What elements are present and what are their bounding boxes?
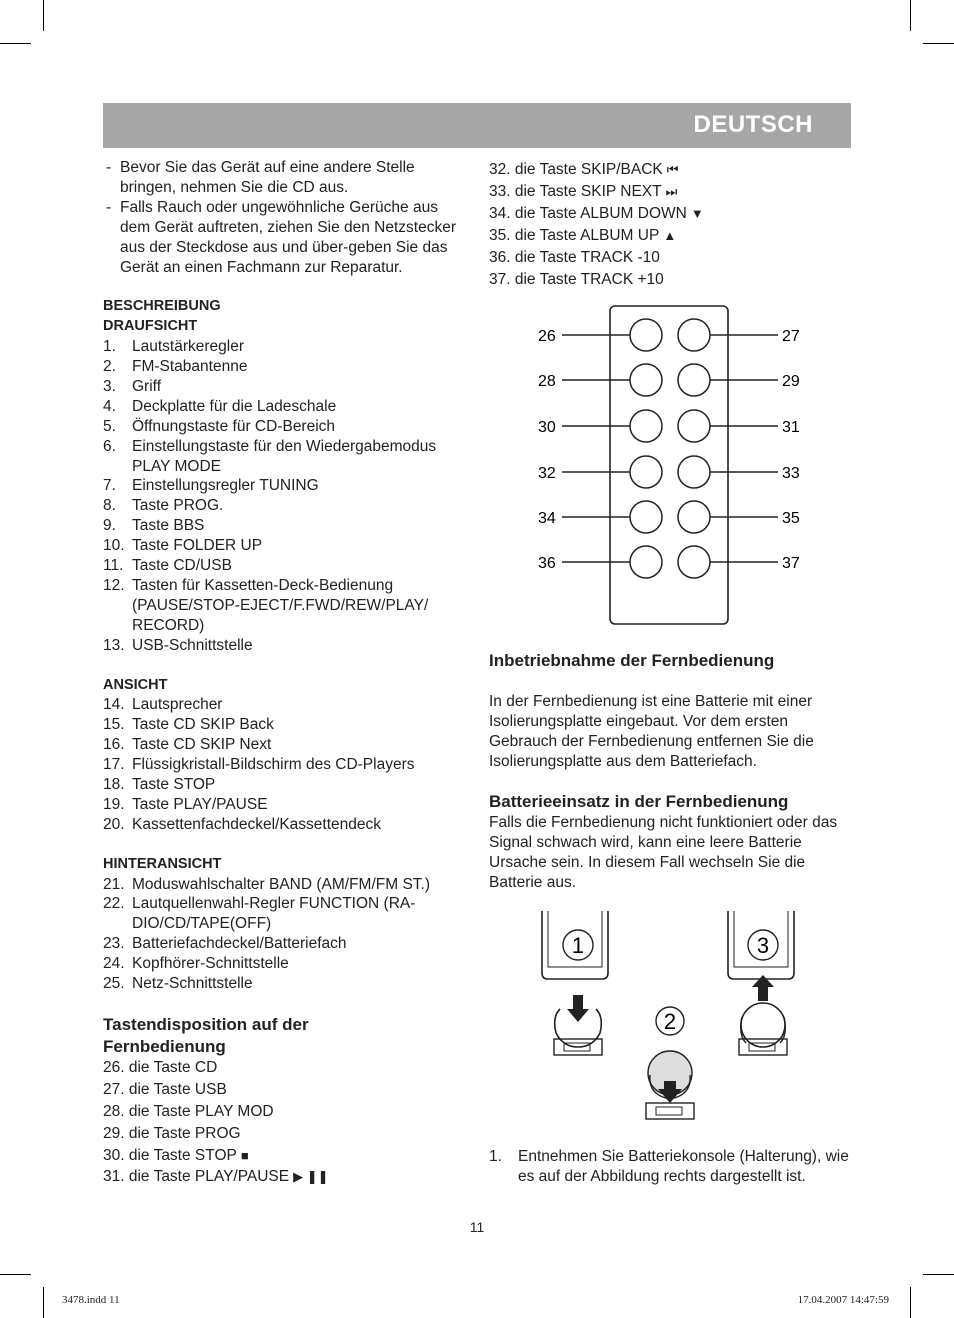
- remote-key-item: [489, 226, 854, 246]
- section-heading: DRAUFSICHT: [103, 318, 198, 335]
- language-title: DEUTSCH: [693, 111, 813, 138]
- item-number: 11.: [103, 557, 124, 575]
- remote-key-item: [489, 270, 854, 290]
- callout-label: 31: [782, 419, 800, 436]
- item-number: 1.: [103, 338, 116, 356]
- top-view-list: [103, 337, 468, 656]
- remote-button: [630, 410, 662, 442]
- item-number: 23.: [103, 935, 125, 953]
- item-text: Kassettenfachdeckel/Kassettendeck: [132, 815, 382, 833]
- remote-key-text: 26. die Taste CD: [103, 1058, 218, 1076]
- list-item: [103, 775, 468, 795]
- remote-key-item: [103, 1167, 468, 1187]
- remote-key-item: [489, 160, 854, 180]
- instruction-list: [489, 1147, 854, 1187]
- callout-label: 35: [782, 510, 800, 527]
- item-text: Einstellungsregler TUNING: [132, 477, 319, 495]
- remote-key-text: 29. die Taste PROG: [103, 1124, 241, 1142]
- item-text: Flüssigkristall-Bildschirm des CD-Players: [132, 756, 415, 774]
- remote-key-item: [103, 1080, 468, 1100]
- remote-button: [630, 501, 662, 533]
- item-text: Tasten für Kassetten-Deck-Bedienung (PAUSE/STOP-EJECT/F.FWD/REW/PLAY/ RECORD): [132, 577, 429, 634]
- list-item: [103, 496, 468, 516]
- list-item: [103, 735, 468, 755]
- list-item: [103, 536, 468, 556]
- right-column: [489, 160, 854, 291]
- item-number: 19.: [103, 795, 125, 813]
- item-text: Griff: [132, 377, 161, 395]
- remote-button: [678, 319, 710, 351]
- item-text: Öffnungstaste für CD-Bereich: [132, 417, 336, 435]
- battery-text: Falls die Fernbedienung nicht funktioniert oder das Signal schwach wird, kann eine leere Batterie Ursache sein. In diesem Fall wechseln Sie die Batterie aus.: [489, 814, 838, 892]
- remote-setup-section: [489, 650, 854, 893]
- remote-button: [678, 501, 710, 533]
- step-number: 2: [663, 1009, 677, 1034]
- list-item: [489, 1147, 854, 1187]
- item-text: Lautsprecher: [132, 696, 223, 714]
- item-text: Entnehmen Sie Batteriekonsole (Halterung), wie es auf der Abbildung rechts dargestellt ist.: [518, 1148, 849, 1185]
- list-item: [103, 516, 468, 536]
- remote-key-icon: ▶ ❚❚: [293, 1169, 329, 1185]
- list-item: [103, 795, 468, 815]
- remote-key-icon: ■: [240, 1147, 249, 1163]
- remote-button: [678, 546, 710, 578]
- battery-heading: Batterieeinsatz in der Fernbedienung: [489, 792, 789, 812]
- item-number: 2.: [103, 358, 116, 376]
- item-number: 17.: [103, 756, 125, 774]
- list-item: [103, 397, 468, 417]
- remote-key-icon: ⏭: [665, 183, 678, 199]
- callout-label: 30: [538, 419, 556, 436]
- remote-button: [678, 410, 710, 442]
- list-item: [103, 476, 468, 496]
- item-text: Lautstärkeregler: [132, 338, 245, 356]
- remote-key-icon: ▲: [663, 227, 677, 243]
- crop-mark: [0, 1274, 31, 1275]
- setup-heading: Inbetriebnahme der Fernbedienung: [489, 651, 775, 670]
- footer-file: 3478.indd 11: [62, 1294, 120, 1306]
- item-text: Taste CD SKIP Next: [132, 736, 272, 754]
- remote-key-list: [103, 1058, 468, 1187]
- item-number: 5.: [103, 417, 116, 435]
- list-item: [103, 337, 468, 357]
- remote-key-item: [103, 1124, 468, 1144]
- list-item: [103, 556, 468, 576]
- remote-control-diagram: [520, 300, 820, 630]
- item-text: Taste PROG.: [132, 497, 224, 515]
- section-heading: BESCHREIBUNG: [103, 298, 221, 315]
- item-number: 4.: [103, 397, 116, 415]
- item-number: 8.: [103, 497, 116, 515]
- remote-key-text: 36. die Taste TRACK -10: [489, 248, 660, 266]
- safety-item: - Bevor Sie das Gerät auf eine andere Stelle bringen, nehmen Sie die CD aus.: [103, 158, 468, 198]
- remote-key-item: [103, 1102, 468, 1122]
- list-item: [103, 875, 468, 895]
- remote-key-item: [103, 1146, 468, 1166]
- list-item: [103, 576, 468, 636]
- item-text: Taste PLAY/PAUSE: [132, 795, 268, 813]
- remote-button: [678, 456, 710, 488]
- section-heading: ANSICHT: [103, 676, 168, 693]
- callout-label: 32: [538, 465, 556, 482]
- crop-mark: [0, 43, 31, 44]
- section-heading: HINTERANSICHT: [103, 855, 222, 872]
- item-number: 9.: [103, 517, 116, 535]
- item-text: Taste CD/USB: [132, 557, 232, 575]
- item-text: Deckplatte für die Ladeschale: [132, 397, 337, 415]
- item-text: Taste BBS: [132, 517, 205, 535]
- list-item: [103, 357, 468, 377]
- remote-key-text: 32. die Taste SKIP/BACK: [489, 161, 663, 178]
- list-item: [103, 954, 468, 974]
- item-text: Taste FOLDER UP: [132, 537, 263, 555]
- left-column: [103, 158, 468, 1189]
- callout-label: 29: [782, 373, 800, 390]
- step-number: 1: [571, 933, 585, 958]
- remote-key-text: 34. die Taste ALBUM DOWN: [489, 204, 687, 222]
- footer-date: 17.04.2007 14:47:59: [797, 1294, 889, 1306]
- item-number: 22.: [103, 895, 125, 913]
- step-number: 3: [756, 933, 770, 958]
- remote-button: [630, 456, 662, 488]
- callout-label: 34: [538, 510, 556, 527]
- remote-key-text: 28. die Taste PLAY MOD: [103, 1102, 274, 1120]
- list-item: [103, 815, 468, 835]
- remote-key-item: [489, 182, 854, 202]
- item-number: 1.: [489, 1148, 502, 1165]
- callout-label: 36: [538, 555, 556, 572]
- language-header-bar: [103, 103, 851, 148]
- item-text: Batteriefachdeckel/Batteriefach: [132, 935, 347, 953]
- battery-replacement-illustration: [530, 905, 810, 1130]
- item-text: Taste CD SKIP Back: [132, 716, 274, 734]
- list-item: [103, 934, 468, 954]
- front-view-list: [103, 695, 468, 834]
- callout-label: 28: [538, 373, 556, 390]
- item-number: 6.: [103, 437, 116, 455]
- remote-key-item: [489, 204, 854, 224]
- item-number: 10.: [103, 537, 125, 555]
- page-number: 11: [469, 1219, 485, 1235]
- item-text: Taste STOP: [132, 776, 216, 794]
- safety-item: - Falls Rauch oder ungewöhnliche Gerüche aus dem Gerät auftreten, ziehen Sie den Netzstecker aus der Steckdose aus und über-geben Sie das Gerät an einen Fachmann zur Reparatur.: [103, 198, 468, 278]
- item-text: Kopfhörer-Schnittstelle: [132, 955, 289, 973]
- step-3-figure: [728, 911, 794, 1055]
- crop-mark: [923, 43, 954, 44]
- item-number: 21.: [103, 875, 125, 893]
- item-number: 12.: [103, 577, 125, 595]
- callout-label: 27: [782, 328, 800, 345]
- list-item: [103, 377, 468, 397]
- remote-button: [678, 364, 710, 396]
- remote-heading: Tastendisposition auf der Fernbedienung: [103, 1014, 309, 1056]
- crop-mark: [923, 1274, 954, 1275]
- item-number: 3.: [103, 377, 116, 395]
- item-text: FM-Stabantenne: [132, 358, 248, 376]
- list-item: [103, 695, 468, 715]
- list-item: [103, 417, 468, 437]
- crop-mark: [43, 1287, 44, 1318]
- item-number: 25.: [103, 975, 125, 993]
- crop-mark: [910, 1287, 911, 1318]
- callout-label: 37: [782, 555, 800, 572]
- crop-mark: [910, 0, 911, 31]
- remote-key-text: 33. die Taste SKIP NEXT: [489, 182, 662, 200]
- list-item: [103, 715, 468, 735]
- callout-label: 33: [782, 465, 800, 482]
- remote-key-list: [489, 160, 854, 289]
- remote-body: [610, 306, 728, 624]
- item-number: 7.: [103, 477, 116, 495]
- remote-button: [630, 364, 662, 396]
- item-number: 14.: [103, 696, 125, 714]
- item-text: Lautquellenwahl-Regler FUNCTION (RA-DIO/CD/TAPE(OFF): [132, 895, 416, 933]
- remote-button: [630, 319, 662, 351]
- item-number: 15.: [103, 716, 125, 734]
- setup-text: In der Fernbedienung ist eine Batterie mit einer Isolierungsplatte eingebaut. Vor dem ersten Gebrauch der Fernbedienung entfernen Sie die Isolierungsplatte aus dem Batteriefach.: [489, 692, 814, 770]
- item-number: 24.: [103, 955, 125, 973]
- item-number: 16.: [103, 736, 125, 754]
- remote-key-item: [103, 1058, 468, 1078]
- item-number: 18.: [103, 776, 125, 794]
- back-view-list: [103, 875, 468, 994]
- callout-label: 26: [538, 328, 556, 345]
- remote-key-text: 30. die Taste STOP: [103, 1146, 237, 1164]
- remote-key-icon: ⏮: [666, 162, 679, 177]
- remote-key-text: 31. die Taste PLAY/PAUSE: [103, 1168, 290, 1186]
- remote-key-text: 37. die Taste TRACK +10: [489, 270, 664, 288]
- item-text: Moduswahlschalter BAND (AM/FM/FM ST.): [132, 875, 430, 893]
- item-number: 20.: [103, 815, 125, 833]
- step-2-figure: [646, 1007, 694, 1119]
- item-text: Einstellungstaste für den Wiedergabemodus PLAY MODE: [132, 437, 437, 475]
- remote-key-text: 27. die Taste USB: [103, 1080, 227, 1098]
- list-item: [103, 437, 468, 477]
- list-item: [103, 755, 468, 775]
- remote-key-icon: ▼: [690, 205, 704, 221]
- item-number: 13.: [103, 636, 125, 654]
- remote-key-item: [489, 248, 854, 268]
- step-1-figure: [542, 911, 608, 1055]
- list-item: [103, 974, 468, 994]
- remote-key-text: 35. die Taste ALBUM UP: [489, 226, 660, 244]
- remote-button: [630, 546, 662, 578]
- list-item: [103, 636, 468, 656]
- item-text: USB-Schnittstelle: [132, 636, 253, 654]
- crop-mark: [43, 0, 44, 31]
- item-text: Netz-Schnittstelle: [132, 975, 253, 993]
- list-item: [103, 894, 468, 934]
